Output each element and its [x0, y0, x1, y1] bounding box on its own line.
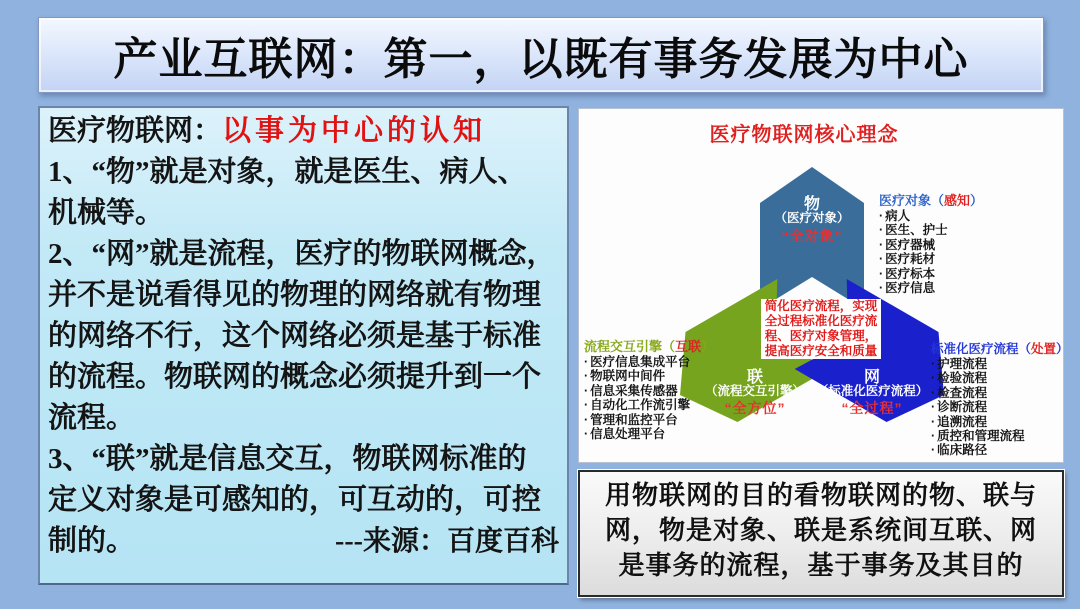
hex-left-sub: （流程交互引擎） — [704, 384, 806, 398]
center-summary-line: 简化医疗流程，实现 — [764, 299, 878, 313]
hex-right-name: 网 — [863, 369, 881, 386]
list-item: · 检查流程 — [931, 386, 1069, 400]
body-text-line: 流程。 — [48, 402, 136, 434]
body-text-line: 3、“联”就是信息交互，物联网标准的 — [48, 443, 527, 475]
list-item: · 病人 — [879, 209, 983, 223]
list-item: · 管理和监控平台 — [584, 413, 714, 427]
left-text-panel — [38, 106, 569, 585]
list-item: · 临床路径 — [931, 443, 1069, 457]
note-line: 用物联网的目的看物联网的物、联与 — [604, 481, 1037, 510]
hex-top-tag: “全对象” — [781, 228, 843, 244]
list-medical-objects-header: 医疗对象（感知） — [879, 193, 984, 208]
left-panel-heading — [48, 111, 559, 152]
heading-black-text: 医疗物联网： — [48, 115, 223, 147]
hex-top-name: 物 — [803, 196, 821, 213]
closing-text: 制的。 — [48, 525, 136, 557]
list-item: · 护理流程 — [931, 357, 1069, 371]
hex-right-tag: “全过程” — [841, 400, 903, 416]
note-line: 网，物是对象、联是系统间互联、网 — [604, 516, 1037, 545]
list-item: · 医疗器械 — [879, 238, 983, 252]
center-summary-line: 提高医疗安全和质量 — [764, 344, 878, 358]
center-summary-line: 全过程标准化医疗流 — [764, 314, 878, 328]
list-process-engine-header: 流程交互引擎（互联） — [584, 339, 715, 354]
body-text-line: 机械等。 — [48, 197, 165, 229]
list-item: · 信息采集传感器 — [584, 384, 714, 398]
center-summary — [761, 299, 881, 359]
list-item: · 医疗信息 — [879, 281, 983, 295]
slide-title: 产业互联网：第一，以既有事务发展为中心 — [113, 35, 969, 84]
note-line: 是事务的流程，基于事务及其目的 — [618, 551, 1024, 580]
list-item: · 追溯流程 — [931, 415, 1069, 429]
list-item: · 医疗耗材 — [879, 252, 983, 266]
source-citation: ---来源：百度百科 — [335, 526, 559, 557]
list-item: · 自动化工作流引擎 — [584, 398, 714, 412]
body-text-line: 的网络不行，这个网络必须是基于标准 — [48, 320, 542, 352]
slide-title-bar — [38, 17, 1044, 93]
body-text-line: 定义对象是可感知的，可互动的，可控 — [48, 484, 542, 516]
list-item: · 医生、护士 — [879, 223, 983, 237]
body-text-line: 并不是说看得见的物理的网络就有物理 — [48, 279, 542, 311]
list-item: · 检验流程 — [931, 371, 1069, 385]
list-item: · 信息处理平台 — [584, 427, 714, 441]
hex-left-tag: “全方位” — [724, 400, 786, 416]
body-text-line: 1、“物”就是对象，就是医生、病人、 — [48, 156, 527, 188]
diagram-title: 医疗物联网核心理念 — [709, 124, 899, 146]
body-text-line: 的流程。物联网的概念必须提升到一个 — [48, 361, 542, 393]
hex-right-sub: （标准化医疗流程） — [815, 384, 929, 398]
diagram-panel — [578, 108, 1069, 463]
list-item: · 医疗标本 — [879, 267, 983, 281]
center-summary-line: 程、医疗对象管理， — [764, 329, 878, 343]
hex-left-name: 联 — [746, 369, 764, 386]
list-medical-objects — [879, 193, 983, 295]
list-process-engine — [584, 339, 714, 441]
list-item: · 物联网中间件 — [584, 369, 714, 383]
body-text-line: 2、“网”就是流程，医疗的物联网概念， — [48, 238, 556, 270]
list-item: · 医疗信息集成平台 — [584, 355, 714, 369]
heading-red-text: 以事为中心的认知 — [222, 115, 487, 147]
list-standard-process — [931, 341, 1069, 458]
hex-top-sub: （医疗对象） — [774, 211, 850, 225]
left-panel-last-line — [48, 521, 559, 562]
left-panel-body — [48, 152, 559, 521]
list-item: · 质控和管理流程 — [931, 429, 1069, 443]
list-item: · 诊断流程 — [931, 400, 1069, 414]
list-standard-process-header: 标准化医疗流程（处置） — [931, 342, 1069, 356]
note-box — [578, 470, 1064, 597]
